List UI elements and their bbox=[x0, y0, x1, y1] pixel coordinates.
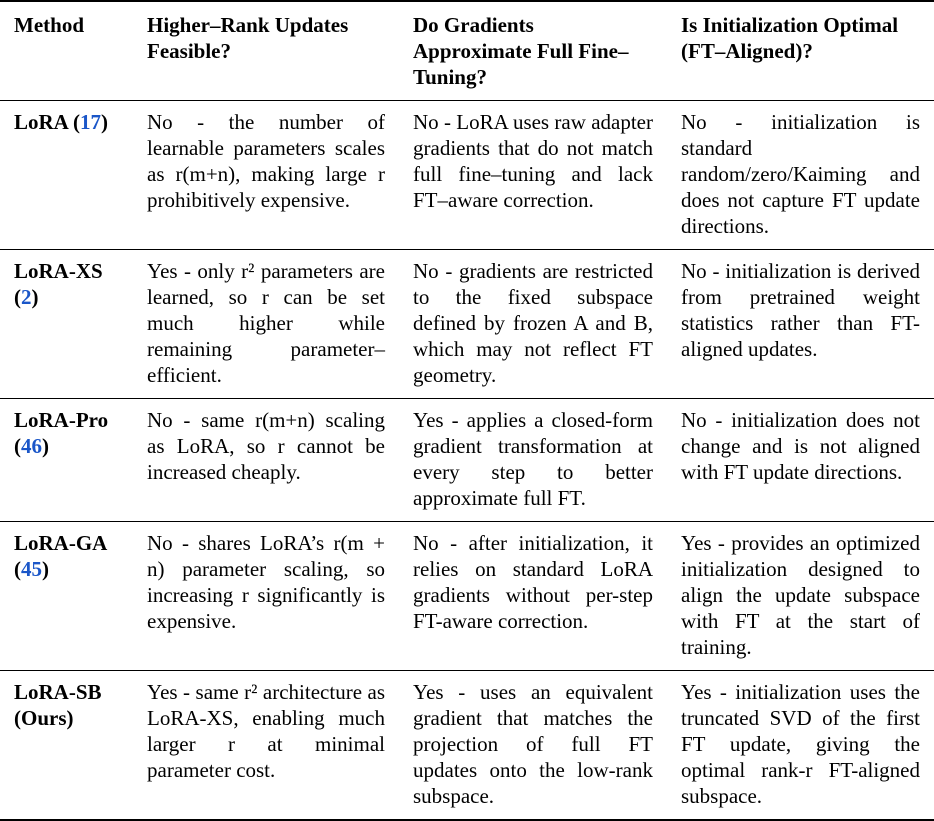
rank-cell: Yes - same r² architecture as LoRA-XS, enabling much larger r at minimal parameter cost. bbox=[147, 680, 385, 782]
init-cell: Yes - provides an optimized initialization designed to align the update subspace with FT at the start of training. bbox=[681, 531, 920, 659]
init-cell: Yes - initialization uses the truncated SVD of the first FT update, giving the optimal rank-r FT-aligned subspace. bbox=[681, 680, 920, 808]
header-method: Method bbox=[14, 13, 84, 37]
method-name: LoRA bbox=[14, 110, 68, 134]
ref-close: ) bbox=[31, 285, 39, 309]
ref-close: ) bbox=[100, 110, 108, 134]
table-row bbox=[0, 399, 934, 522]
method-name: LoRA-XS bbox=[14, 259, 103, 283]
ref-open: ( bbox=[14, 557, 21, 581]
ref-open: ( bbox=[67, 110, 80, 134]
method-cell bbox=[0, 522, 133, 671]
init-cell: No - initialization does not change and is not aligned with FT update directions. bbox=[681, 408, 920, 484]
method-cell bbox=[0, 250, 133, 399]
table-row bbox=[0, 101, 934, 250]
ref-open: ( bbox=[14, 434, 21, 458]
ref-close: ) bbox=[42, 434, 49, 458]
header-init: Is Initialization Optimal (FT–Aligned)? bbox=[681, 13, 899, 63]
header-gradients: Do Gradients Approximate Full Fine–Tuning? bbox=[413, 13, 629, 89]
header-row bbox=[0, 1, 934, 101]
citation-link[interactable]: 17 bbox=[79, 110, 101, 134]
gradients-cell: Yes - applies a closed-form gradient transformation at every step to better approximate full FT. bbox=[413, 408, 653, 510]
method-name: LoRA-GA bbox=[14, 531, 107, 555]
rank-cell: No - shares LoRA’s r(m + n) parameter scaling, so increasing r significantly is expensive. bbox=[147, 531, 385, 633]
header-rank: Higher–Rank Updates Feasible? bbox=[147, 13, 349, 63]
gradients-cell: Yes - uses an equivalent gradient that matches the projection of full FT updates onto the low-rank subspace. bbox=[413, 680, 653, 808]
ref-close: ) bbox=[42, 557, 49, 581]
rank-cell: No - same r(m+n) scaling as LoRA, so r cannot be increased cheaply. bbox=[147, 408, 385, 484]
rank-cell: No - the number of learnable parameters scales as r(m+n), making large r prohibitively expensive. bbox=[147, 110, 385, 212]
method-name: LoRA-Pro bbox=[14, 408, 109, 432]
method-cell bbox=[0, 399, 133, 522]
init-cell: No - initialization is derived from pretrained weight statistics rather than FT-aligned updates. bbox=[681, 259, 920, 361]
method-cell bbox=[0, 671, 133, 821]
table-row bbox=[0, 522, 934, 671]
gradients-cell: No - gradients are restricted to the fixed subspace defined by frozen A and B, which may not reflect FT geometry. bbox=[413, 259, 653, 387]
citation-link[interactable]: 46 bbox=[21, 434, 42, 458]
rank-cell: Yes - only r² parameters are learned, so r can be set much higher while remaining parameter–efficient. bbox=[147, 259, 385, 387]
init-cell: No - initialization is standard random/zero/Kaiming and does not capture FT update directions. bbox=[681, 110, 920, 238]
table-row bbox=[0, 250, 934, 399]
method-cell bbox=[0, 101, 133, 250]
citation-link[interactable]: 2 bbox=[21, 285, 32, 309]
table-row bbox=[0, 671, 934, 821]
gradients-cell: No - LoRA uses raw adapter gradients that do not match full fine–tuning and lack FT–aware correction. bbox=[413, 110, 653, 212]
ref-open: ( bbox=[14, 285, 21, 309]
gradients-cell: No - after initialization, it relies on standard LoRA gradients without per-step FT-aware correction. bbox=[413, 531, 653, 633]
citation-link[interactable]: 45 bbox=[21, 557, 42, 581]
method-name: LoRA-SB (Ours) bbox=[14, 680, 102, 730]
